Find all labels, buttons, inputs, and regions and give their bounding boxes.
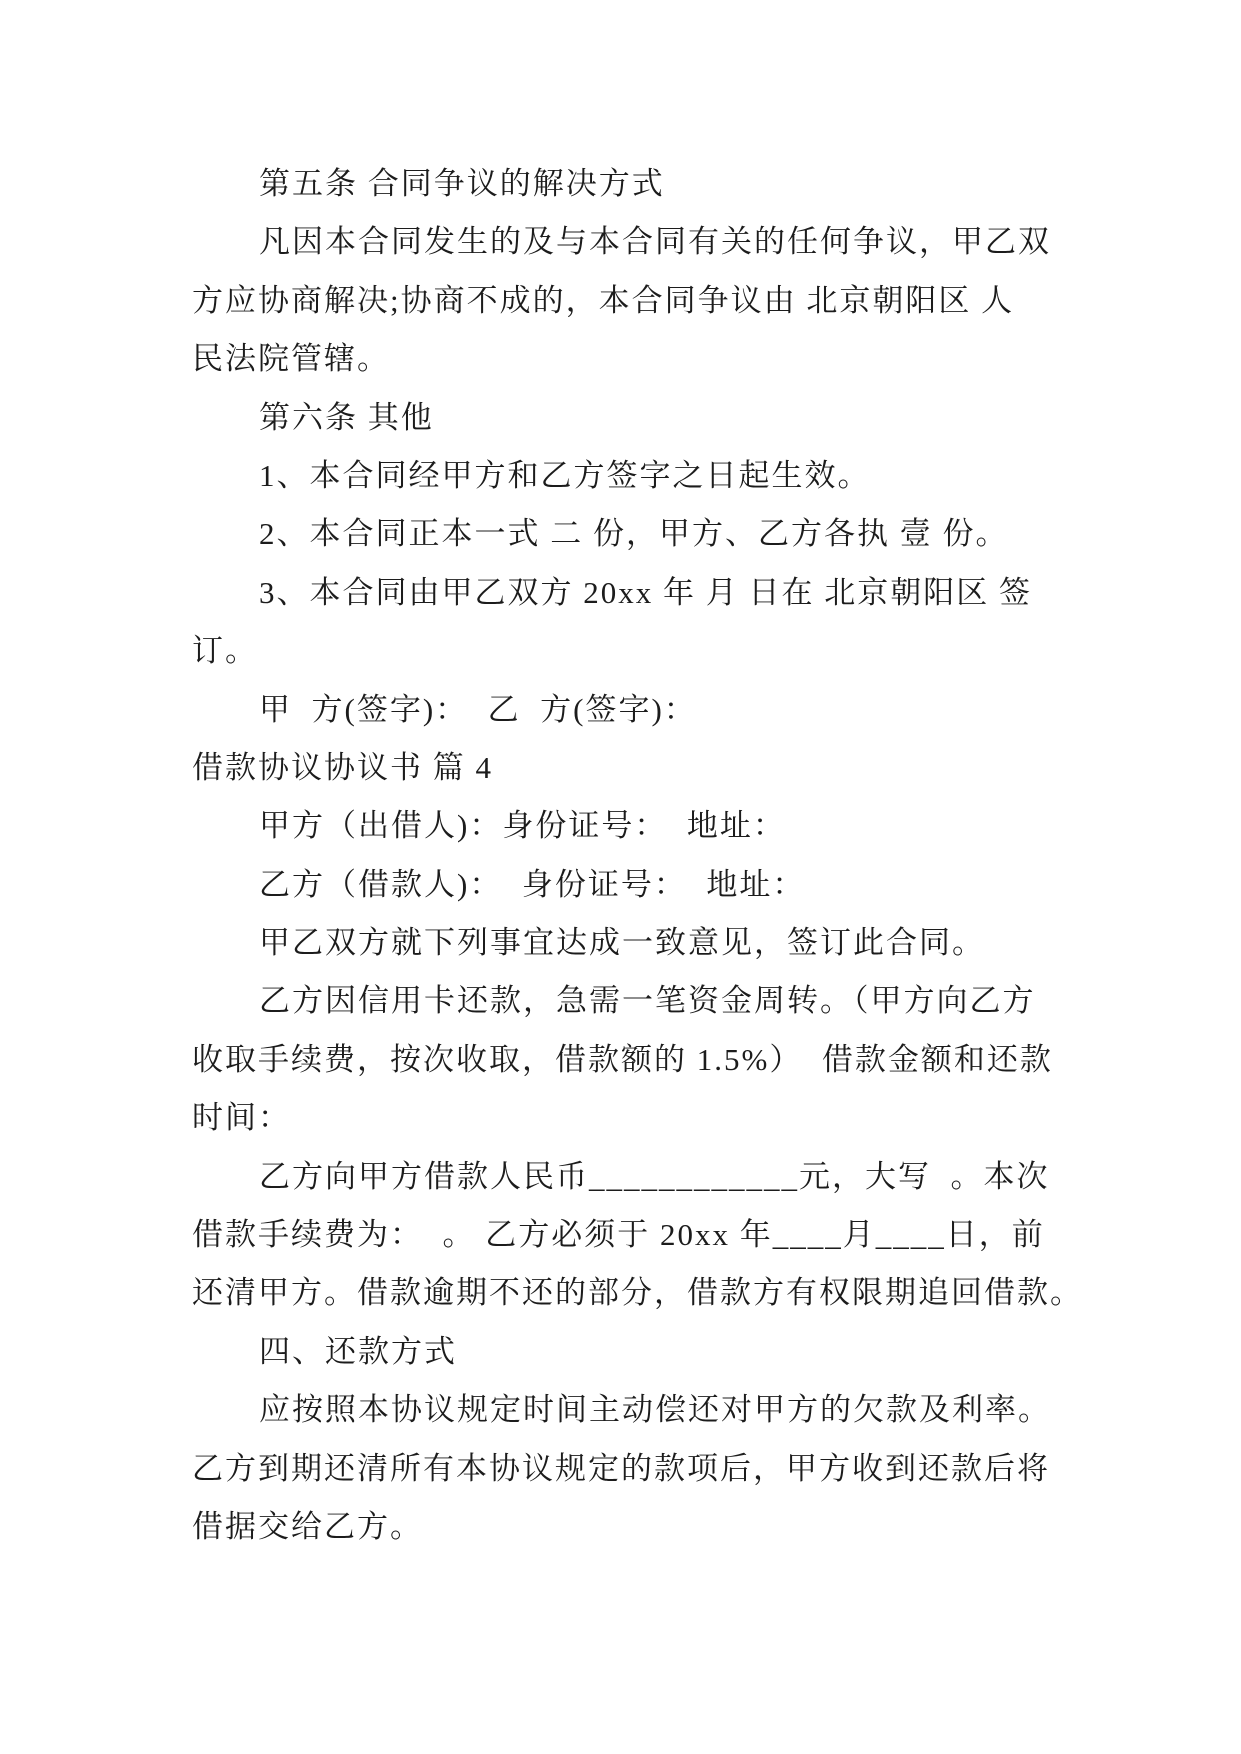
article-5-heading: 第五条 合同争议的解决方式 bbox=[259, 166, 665, 201]
document-body bbox=[192, 155, 1152, 1556]
repayment-method-heading: 四、还款方式 bbox=[259, 1333, 457, 1369]
repayment-method-line: 应按照本协议规定时间主动偿还对甲方的欠款及利率。 bbox=[259, 1392, 1051, 1428]
article-6-clause-1: 1、本合同经甲方和乙方签字之日起生效。 bbox=[259, 457, 871, 493]
loan-purpose-line: 时间： bbox=[192, 1100, 291, 1136]
repayment-method-line: 借据交给乙方。 bbox=[192, 1508, 423, 1544]
agreement-preamble: 甲乙双方就下列事宜达成一致意见，签订此合同。 bbox=[259, 925, 985, 961]
article-6-clause-2: 2、本合同正本一式 二 份，甲方、乙方各执 壹 份。 bbox=[259, 516, 1009, 552]
party-b-info: 乙方（借款人)： 身份证号： 地址： bbox=[259, 866, 806, 902]
article-6-section bbox=[192, 389, 1152, 739]
article-6-clause-3-line: 3、本合同由甲乙双方 20xx 年 月 日在 北京朝阳区 签 bbox=[259, 574, 1032, 610]
agreement-4-title: 借款协议协议书 篇 4 bbox=[192, 749, 493, 785]
loan-amount-line: 借款手续费为： 。 乙方必须于 20xx 年____月____日，前 bbox=[192, 1217, 1045, 1253]
agreement-4-section bbox=[192, 739, 1152, 1556]
article-5-body-line: 凡因本合同发生的及与本合同有关的任何争议，甲乙双 bbox=[259, 224, 1051, 260]
article-5-body-line: 方应协商解决;协商不成的，本合同争议由 北京朝阳区 人 bbox=[192, 282, 1015, 318]
article-6-heading: 第六条 其他 bbox=[259, 399, 434, 435]
repayment-method-line: 乙方到期还清所有本协议规定的款项后，甲方收到还款后将 bbox=[192, 1450, 1050, 1486]
article-6-clause-3-line: 订。 bbox=[192, 633, 258, 669]
loan-amount-line: 乙方向甲方借款人民币____________元，大写 。本次 bbox=[259, 1158, 1050, 1194]
loan-amount-line: 还清甲方。借款逾期不还的部分，借款方有权限期追回借款。 bbox=[192, 1275, 1083, 1311]
article-5-section bbox=[192, 155, 1152, 389]
signature-line: 甲 方(签字)： 乙 方(签字)： bbox=[259, 691, 697, 727]
loan-purpose-line: 乙方因信用卡还款，急需一笔资金周转。（甲方向乙方 bbox=[259, 983, 1036, 1019]
loan-purpose-line: 收取手续费，按次收取，借款额的 1.5%） 借款金额和还款 bbox=[192, 1041, 1053, 1077]
party-a-info: 甲方（出借人)：身份证号： 地址： bbox=[259, 808, 786, 844]
article-5-body-line: 民法院管辖。 bbox=[192, 341, 390, 377]
